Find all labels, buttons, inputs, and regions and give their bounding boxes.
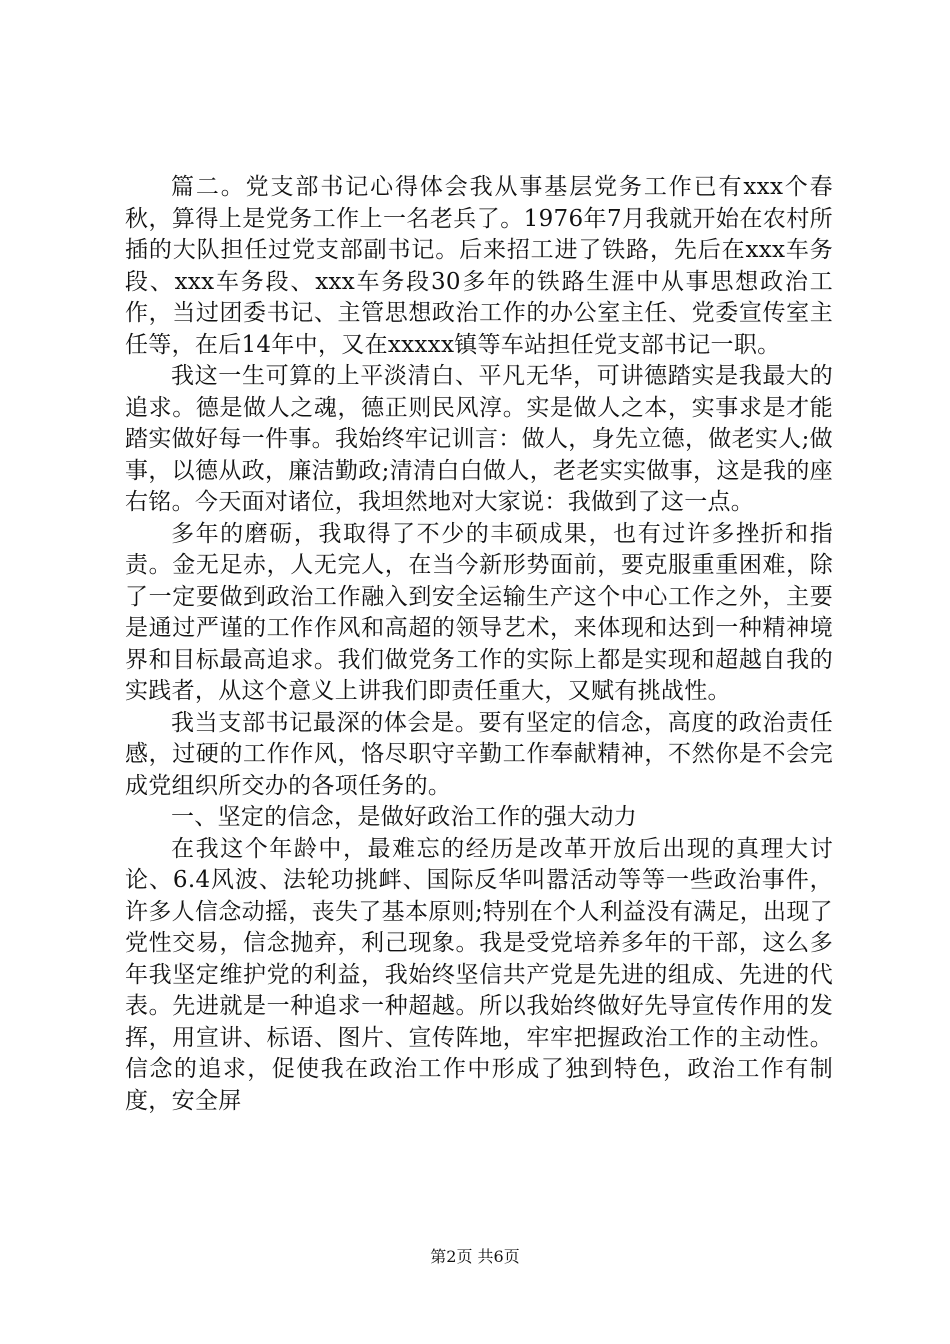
- document-body: [125, 172, 833, 1117]
- page-number-footer: 第2页 共6页: [430, 1247, 520, 1266]
- paragraph-4: 我当支部书记最深的体会是。要有坚定的信念，高度的政治责任感，过硬的工作作风，恪尽职守辛勤工作奉献精神，不然你是不会完成党组织所交办的各项任务的。: [125, 709, 833, 799]
- paragraph-5: 在我这个年龄中，最难忘的经历是改革开放后出现的真理大讨论、6.4风波、法轮功挑衅、国际反华叫嚣活动等等一些政治事件，许多人信念动摇，丧失了基本原则;特别在个人利益没有满足，出现了党性交易，信念抛弃，利己现象。我是受党培养多年的干部，这么多年我坚定维护党的利益，我始终坚信共产党是先进的组成、先进的代表。先进就是一种追求一种超越。所以我始终做好先导宣传作用的发挥，用宣讲、标语、图片、宣传阵地，牢牢把握政治工作的主动性。信念的追求，促使我在政治工作中形成了独到特色，政治工作有制度，安全屏: [125, 835, 833, 1114]
- section-heading-1: 一、坚定的信念，是做好政治工作的强大动力: [171, 804, 637, 830]
- paragraph-2: 我这一生可算的上平淡清白、平凡无华，可讲德踏实是我最大的追求。德是做人之魂，德正则民风淳。实是做人之本，实事求是才能踏实做好每一件事。我始终牢记训言：做人，身先立德，做老实人;做事，以德从政，廉洁勤政;清清白白做人，老老实实做事，这是我的座右铭。今天面对诸位，我坦然地对大家说：我做到了这一点。: [125, 363, 833, 515]
- paragraph-1: 篇二。党支部书记心得体会我从事基层党务工作已有xxx个春秋，算得上是党务工作上一名老兵了。1976年7月我就开始在农村所插的大队担任过党支部副书记。后来招工进了铁路，先后在xxx车务段、xxx车务段、xxx车务段30多年的铁路生涯中从事思想政治工作，当过团委书记、主管思想政治工作的办公室主任、党委宣传室主任等，在后14年中，又在xxxxx镇等车站担任党支部书记一职。: [125, 174, 833, 358]
- paragraph-3: 多年的磨砺，我取得了不少的丰硕成果，也有过许多挫折和指责。金无足赤，人无完人，在当今新形势面前，要克服重重困难，除了一定要做到政治工作融入到安全运输生产这个中心工作之外，主要是通过严谨的工作作风和高超的领导艺术，来体现和达到一种精神境界和目标最高追求。我们做党务工作的实际上都是实现和超越自我的实践者，从这个意义上讲我们即责任重大，又赋有挑战性。: [125, 520, 833, 704]
